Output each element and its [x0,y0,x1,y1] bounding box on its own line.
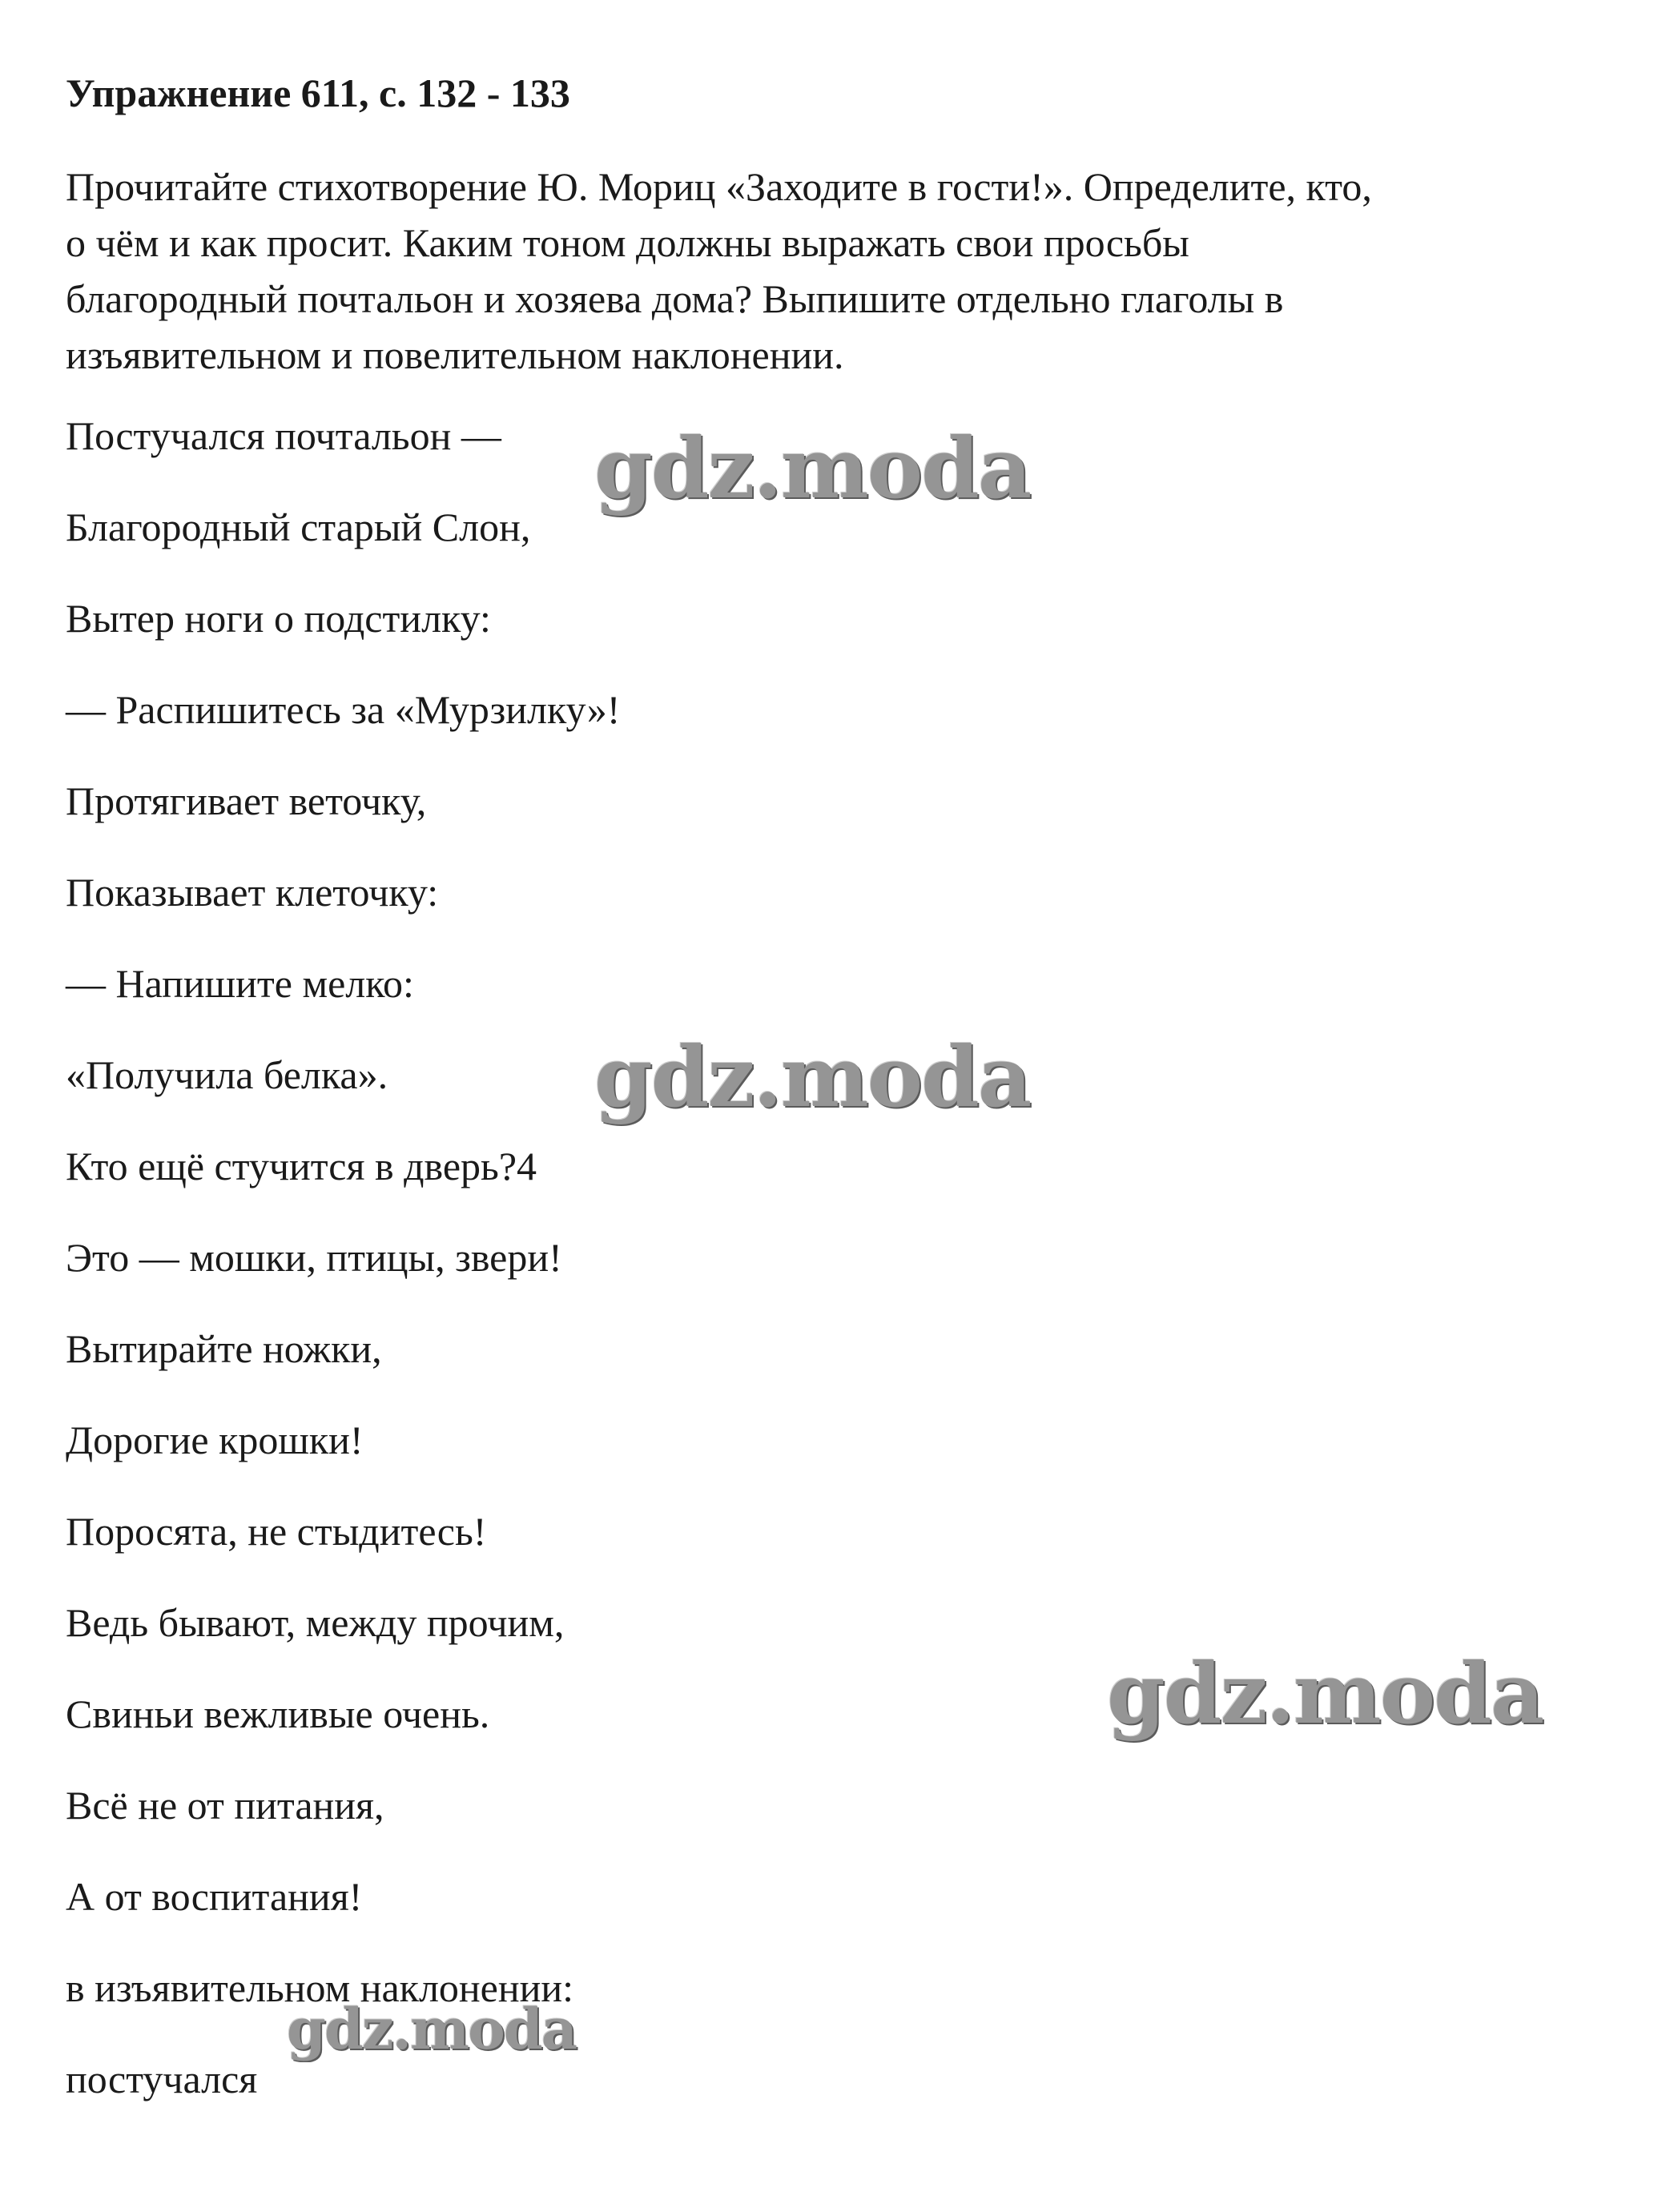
answer-verb: постучался [66,2057,258,2101]
poem-line: Всё не от питания, [66,1783,384,1828]
poem-line: Это — мошки, птицы, звери! [66,1235,562,1280]
poem-line: Ведь бывают, между прочим, [66,1600,565,1645]
exercise-heading: Упражнение 611, с. 132 - 133 [66,70,570,115]
task-line: о чём и как просит. Каким тоном должны выражать свои просьбы [66,220,1189,265]
poem-line: — Напишите мелко: [66,961,414,1006]
poem-line: Дорогие крошки! [66,1418,364,1462]
answer-label: в изъявительном наклонении: [66,1965,574,2010]
task-text [66,159,1612,383]
task-line: Прочитайте стихотворение Ю. Мориц «Заходите в гости!». Определите, кто, [66,164,1372,209]
poem-line: Протягивает веточку, [66,778,427,823]
poem-line: Вытер ноги о подстилку: [66,596,491,641]
watermark-logo: gdz.moda [1107,1644,1543,1743]
poem-line: Показывает клеточку: [66,870,439,915]
poem-line: Вытирайте ножки, [66,1326,382,1371]
watermark-logo: gdz.moda [594,1028,1031,1126]
poem-line: А от воспитания! [66,1874,363,1919]
poem-line: — Распишитесь за «Мурзилку»! [66,687,621,732]
poem-line: Свиньи вежливые очень. [66,1691,490,1736]
poem-line: Кто ещё стучится в дверь?4 [66,1144,537,1188]
poem-line: «Получила белка». [66,1052,388,1097]
watermark-logo: gdz.moda [287,1996,577,2062]
task-line: благородный почтальон и хозяева дома? Выпишите отдельно глаголы в [66,276,1284,321]
poem-line: Постучался почтальон — [66,413,501,458]
task-line: изъявительном и повелительном наклонении. [66,332,844,377]
watermark-logo: gdz.moda [594,419,1031,517]
poem-line: Поросята, не стыдитесь! [66,1509,487,1554]
poem-line: Благородный старый Слон, [66,505,531,549]
